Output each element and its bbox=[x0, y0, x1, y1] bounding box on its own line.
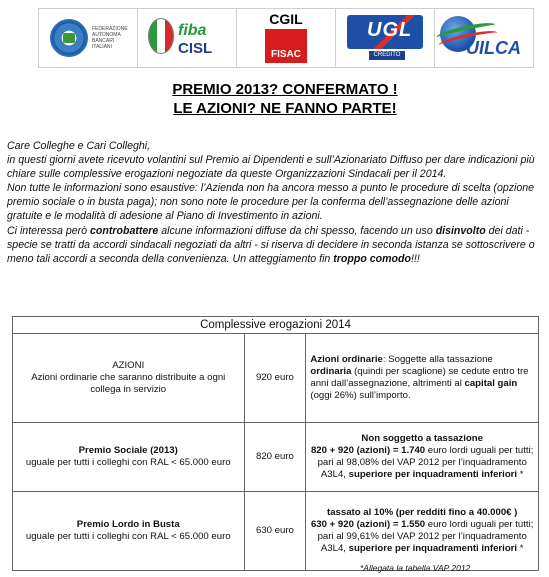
note-text: euro lordi uguali per tutti; bbox=[425, 518, 534, 530]
note-bold: capital gain bbox=[464, 378, 518, 389]
note-bold: superiore per inquadramenti inferiori bbox=[348, 469, 518, 481]
note-text: euro lordi uguali per tutti; bbox=[425, 444, 534, 456]
paragraph-2: Non tutte le informazioni sono esaustive: l’Azienda non ha ancora messo a punto le procedure di scelta (opzione premio sociale o in busta paga); non sono note le procedure per la conferma dell’assegnazione delle azioni gratuite e le modalità di adesione al Piano di Investimento in azioni. bbox=[7, 182, 535, 223]
row-label-cell bbox=[13, 423, 245, 492]
fabi-emblem-icon bbox=[50, 19, 88, 57]
note-sum-line bbox=[310, 519, 534, 531]
p3-text-c: alcune informazioni diffuse da chi spesso, facendo un uso bbox=[158, 224, 436, 237]
row-description: Azioni ordinarie che saranno distribuite a ogni collega in servizio bbox=[31, 371, 226, 396]
row-description: uguale per tutti i colleghi con RAL < 65.000 euro bbox=[25, 457, 231, 468]
note-bold: (azioni) bbox=[356, 444, 391, 456]
note-sum-line bbox=[310, 445, 534, 457]
note-text: pari al 98,08% del VAP 2012 per l’inquadramento A3L4, bbox=[317, 457, 527, 481]
letter-body bbox=[7, 139, 547, 266]
headline bbox=[135, 80, 435, 118]
row-amount: 920 euro bbox=[244, 334, 306, 423]
note-heading: Non soggetto a tassazione bbox=[361, 432, 483, 444]
note-text: * bbox=[517, 469, 524, 481]
row-amount: 820 euro bbox=[244, 423, 306, 492]
cisl-text: CISL bbox=[178, 40, 213, 57]
note-text: pari al 99,61% del VAP 2012 per l’inquadramento A3L4, bbox=[317, 531, 527, 555]
p3-text-a: Ci interessa però bbox=[7, 224, 91, 237]
row-amount: 630 euro bbox=[244, 492, 306, 571]
table-row bbox=[13, 492, 539, 571]
fisac-box bbox=[265, 29, 307, 63]
row-title: AZIONI bbox=[112, 359, 145, 371]
note-vap-line bbox=[310, 531, 534, 555]
p3-bold-controbattere: controbattere bbox=[90, 224, 159, 237]
uilca-text: UILCA bbox=[466, 38, 521, 58]
note-text: : Soggette alla tassazione bbox=[382, 353, 493, 365]
footnote: *Allegata la tabella VAP 2012 bbox=[360, 563, 471, 573]
fabi-logo bbox=[38, 8, 138, 68]
row-label-cell bbox=[13, 334, 245, 423]
p3-text-g: !!! bbox=[410, 252, 420, 265]
ugl-text: UGL bbox=[367, 19, 413, 41]
fisac-text: FISAC bbox=[271, 49, 301, 60]
table-row bbox=[13, 334, 539, 423]
note-bold: 630 + 920 bbox=[310, 518, 357, 530]
note-bold: 820 + 920 bbox=[310, 444, 357, 456]
italian-flag-icon bbox=[148, 18, 174, 54]
table-row bbox=[13, 423, 539, 492]
fiba-cisl-logo bbox=[138, 8, 237, 68]
row-label-cell bbox=[13, 492, 245, 571]
note-bold: Azioni ordinarie bbox=[310, 353, 383, 365]
note-text: * bbox=[517, 543, 524, 555]
paragraph-3 bbox=[7, 224, 547, 266]
credito-text: CREDITO bbox=[369, 51, 405, 60]
p3-bold-disinvolto: disinvolto bbox=[435, 224, 486, 237]
note-bold: ordinaria bbox=[310, 365, 352, 377]
note-text: (quindi per scaglione) se cedute entro tre anni dall’assegnazione, altrimenti al bbox=[310, 365, 529, 389]
fabi-logo-text: FEDERAZIONE AUTONOMA BANCARI ITALIANI bbox=[92, 26, 128, 50]
note-bold: = 1.740 bbox=[390, 444, 426, 456]
headline-line-1: PREMIO 2013? CONFERMATO ! bbox=[172, 81, 398, 98]
greeting: Care Colleghe e Cari Colleghi, bbox=[7, 140, 151, 152]
p3-bold-troppo-comodo: troppo comodo bbox=[333, 252, 411, 265]
row-note bbox=[306, 492, 539, 571]
row-title: Premio Lordo in Busta bbox=[76, 518, 180, 530]
row-title: Premio Sociale (2013) bbox=[78, 444, 178, 456]
uilca-logo bbox=[435, 8, 534, 68]
note-heading: tassato al 10% (per redditi fino a 40.000€ ) bbox=[327, 506, 518, 518]
note-bold: = 1.550 bbox=[390, 518, 426, 530]
paragraph-1: in questi giorni avete ricevuto volantini sul Premio ai Dipendenti e sull’Azionariato Diffuso per dare indicazioni più chiare sulle complessive erogazioni negoziate da queste Organizzazioni Sindacali per il 2014. bbox=[7, 154, 535, 181]
headline-line-2: LE AZIONI? NE FANNO PARTE! bbox=[173, 100, 397, 117]
table-header: Complessive erogazioni 2014 bbox=[13, 317, 539, 334]
row-description: uguale per tutti i colleghi con RAL < 65.000 euro bbox=[25, 531, 231, 542]
row-note bbox=[306, 423, 539, 492]
note-bold: (azioni) bbox=[356, 518, 391, 530]
cgil-text: CGIL bbox=[269, 11, 303, 27]
fiba-text: fiba bbox=[178, 22, 207, 39]
logo-bar bbox=[38, 8, 534, 68]
ugl-credito-logo bbox=[336, 8, 435, 68]
note-bold: superiore per inquadramenti inferiori bbox=[348, 543, 518, 555]
p3-text-e: dei dati - specie se tratti da accordi sindacali negoziati da altri - si riserva di decidere in seconda istanza se sottoscrivere o meno tali accordi a seconda della convenienza. Un atteggiamento fin bbox=[7, 224, 535, 265]
erogazioni-table bbox=[12, 316, 539, 571]
note-text: (oggi 26%) sull’importo. bbox=[310, 390, 411, 402]
cgil-fisac-logo bbox=[237, 8, 336, 68]
row-note bbox=[306, 334, 539, 423]
note-vap-line bbox=[310, 457, 534, 481]
